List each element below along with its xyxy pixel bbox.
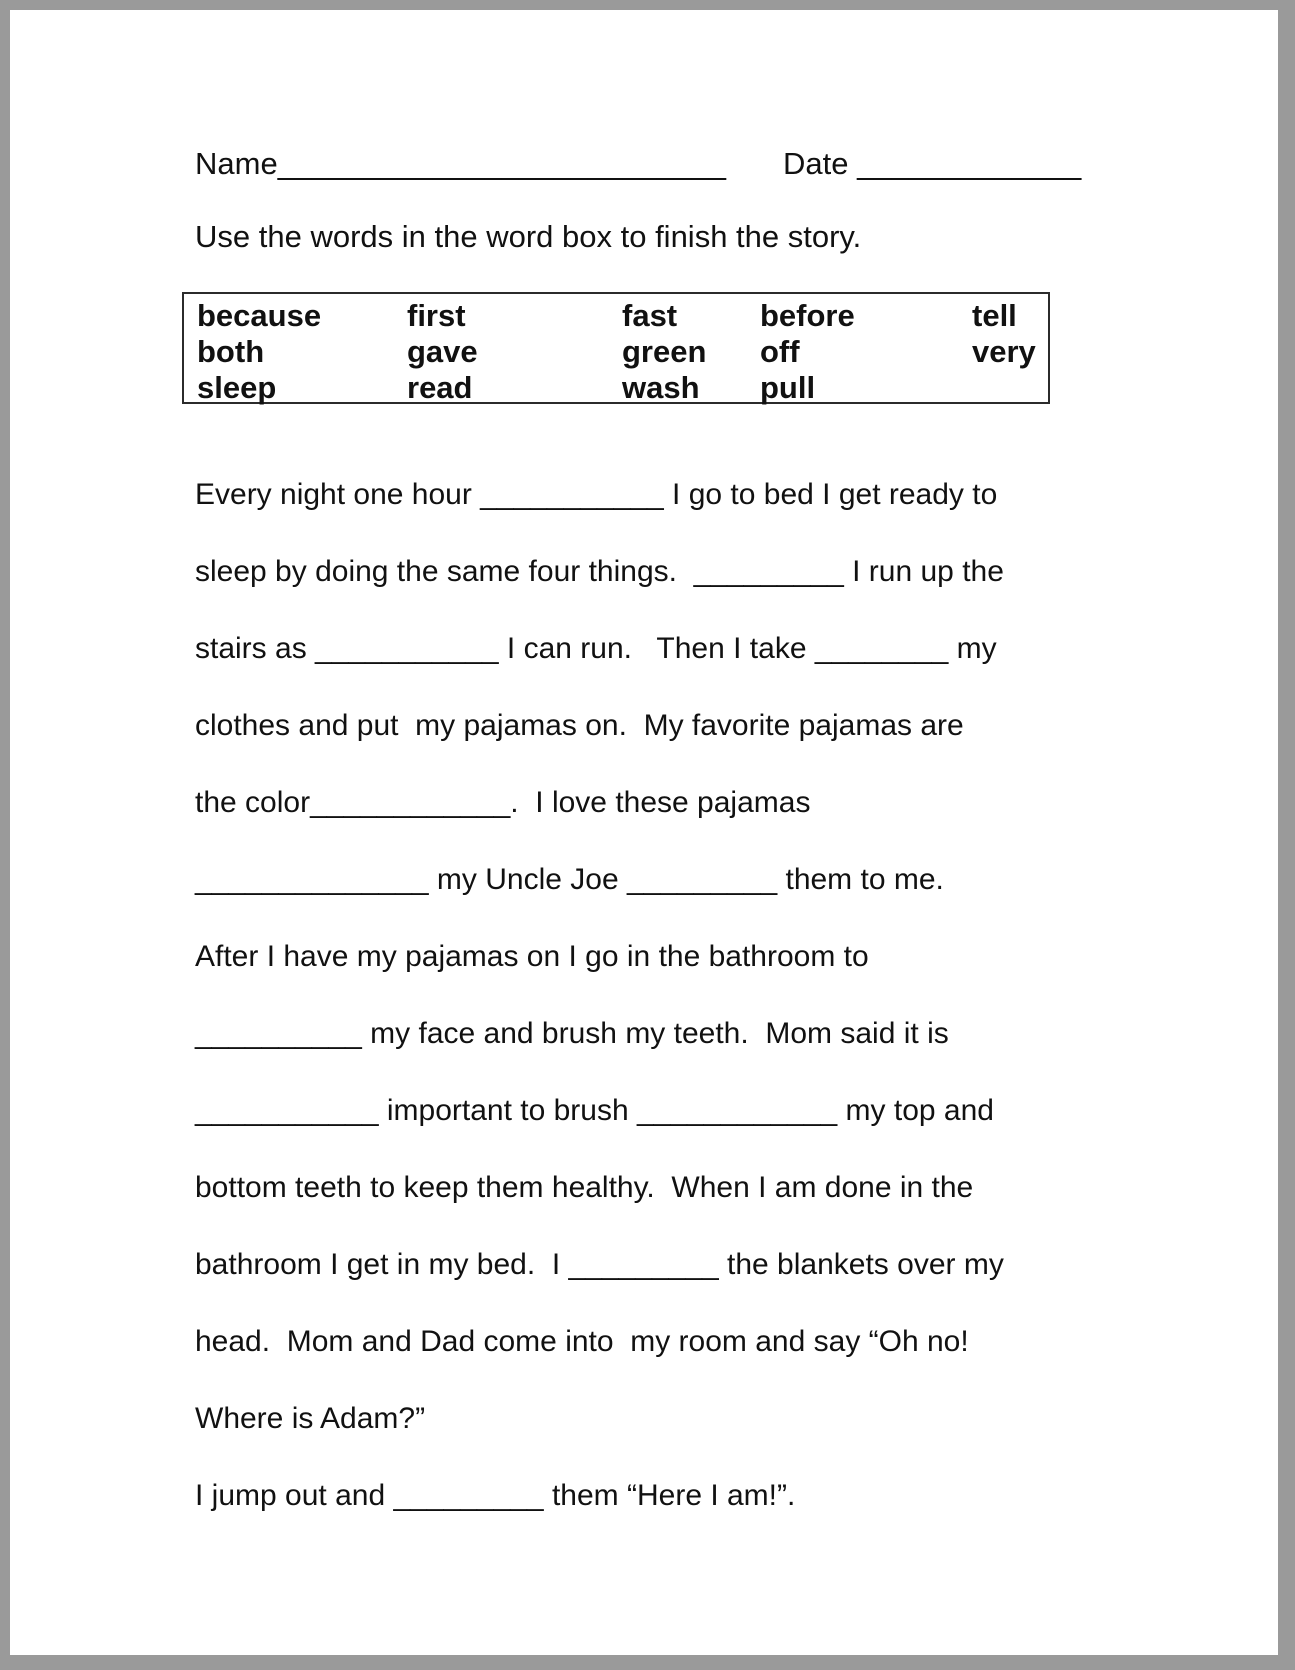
word-box-word: green [622,334,707,369]
date-blank-line: _____________ [857,146,1082,181]
word-box-word: because [197,298,322,333]
word-box-word: before [760,298,855,333]
story-line: bathroom I get in my bed. I _________ the blankets over my [195,1248,1004,1281]
story-line: I jump out and _________ them “Here I am!”. [195,1479,796,1512]
story-line: Where is Adam?” [195,1402,426,1435]
word-box-word: wash [622,370,700,405]
word-box-word: read [407,370,473,405]
story-line: the color____________. I love these pajamas [195,786,811,819]
name-blank-line: __________________________ [277,146,726,181]
word-box-word: gave [407,334,478,369]
story-line: ______________ my Uncle Joe _________ them to me. [195,863,944,896]
word-box [182,292,1050,404]
worksheet-page [10,10,1278,1655]
story-line: head. Mom and Dad come into my room and say “Oh no! [195,1325,969,1358]
word-box-word: pull [760,370,816,405]
word-box-word: tell [972,298,1017,333]
story-line: ___________ important to brush ____________ my top and [195,1094,994,1127]
story-text [195,456,1278,1534]
word-box-word: both [197,334,265,369]
word-box-word: very [972,334,1036,369]
story-line: stairs as ___________ I can run. Then I take ________ my [195,632,997,665]
date-field [783,146,1081,182]
word-box-word: first [407,298,466,333]
story-line: bottom teeth to keep them healthy. When I am done in the [195,1171,974,1204]
story-line: sleep by doing the same four things. _________ I run up the [195,555,1004,588]
story-line: clothes and put my pajamas on. My favorite pajamas are [195,709,964,742]
name-field [195,146,726,182]
word-box-word: fast [622,298,678,333]
name-label: Name [195,146,278,181]
story-line: __________ my face and brush my teeth. Mom said it is [195,1017,949,1050]
word-box-word [972,370,1048,406]
story-line: Every night one hour ___________ I go to bed I get ready to [195,478,998,511]
header-row [195,146,1278,186]
word-box-word: sleep [197,370,277,405]
date-label: Date [782,146,858,181]
story-line: After I have my pajamas on I go in the bathroom to [195,940,869,973]
word-box-word: off [760,334,800,369]
instruction-text: Use the words in the word box to finish the story. [195,219,862,254]
